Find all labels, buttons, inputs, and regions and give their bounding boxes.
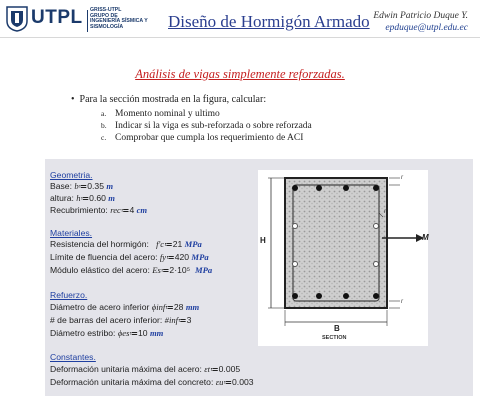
param-label: Recubrimiento: xyxy=(50,205,108,215)
param-label: Módulo elástico del acero: xyxy=(50,265,150,275)
task-text: Comprobar que cumpla los requerimiento de ACI xyxy=(115,133,304,143)
rebar-side xyxy=(374,262,379,267)
param-unit: m xyxy=(106,181,114,191)
rebar-top xyxy=(316,185,322,191)
intro-bullet xyxy=(71,94,266,105)
param-altura: altura: h≔0.60 m xyxy=(50,193,115,203)
param-num-inf: # de barras del acero inferior: #inf≔3 xyxy=(50,315,192,325)
beam-section-figure xyxy=(258,170,428,346)
param-var: rec xyxy=(110,205,121,215)
param-value: 21 xyxy=(172,239,183,249)
param-label: Resistencia del hormigón: xyxy=(50,239,149,249)
param-unit: mm xyxy=(185,302,200,312)
rebar-side xyxy=(293,262,298,267)
param-unit: mm xyxy=(149,328,164,338)
param-recubrimiento: Recubrimiento: rec≔4 cm xyxy=(50,205,148,215)
logo-sub-line: SISMOLOGÍA xyxy=(90,23,124,30)
logo-sub-line: GRISS-UTPL xyxy=(90,7,122,13)
task-text: Momento nominal y ultimo xyxy=(115,109,220,119)
param-var: f'c xyxy=(156,239,165,249)
param-value: 0.003 xyxy=(232,377,254,387)
label-h: H xyxy=(260,236,266,245)
param-eps-u: Deformación unitaria máxima del concreto: εu≔0.003 xyxy=(50,377,254,387)
author-name: Edwin Patricio Duque Y. xyxy=(373,11,468,21)
bullet-icon: • xyxy=(71,94,80,105)
param-var: εt xyxy=(204,364,211,374)
rebar-bottom xyxy=(343,293,349,299)
param-value: 420 xyxy=(174,252,190,262)
cover-label-top: r xyxy=(401,175,403,181)
param-value: 4 xyxy=(129,205,135,215)
param-value: 28 xyxy=(173,302,184,312)
param-unit: MPa xyxy=(191,252,209,262)
header-divider xyxy=(0,37,480,38)
param-var: Es xyxy=(152,265,161,275)
label-m: M xyxy=(422,233,429,242)
logo-subtitle xyxy=(90,8,150,30)
page-title: Análisis de vigas simplemente reforzadas. xyxy=(135,67,345,81)
task-letter: a. xyxy=(101,109,107,118)
param-eps-t: Deformación unitaria máxima del acero: εt≔0.005 xyxy=(50,364,241,374)
param-var: ϕinf xyxy=(151,302,166,312)
param-value: 0.35 xyxy=(87,181,104,191)
param-var: h xyxy=(76,193,81,203)
rebar-bottom xyxy=(316,293,322,299)
param-value: 0.005 xyxy=(218,364,241,374)
param-value: 3 xyxy=(186,315,192,325)
task-item xyxy=(101,109,220,119)
section-caption: SECTION xyxy=(322,335,347,341)
label-b: B xyxy=(334,324,340,333)
task-item xyxy=(101,133,303,143)
section-heading-refuerzo: Refuerzo. xyxy=(50,290,88,300)
rebar-top xyxy=(292,185,298,191)
section-heading-geometria: Geometria. xyxy=(50,170,93,180)
logo-sub-line: INGENIERÍA SÍSMICA Y xyxy=(90,18,148,25)
header-title: Diseño de Hormigón Armado xyxy=(168,12,370,31)
param-value: 2·10⁵ xyxy=(169,265,191,275)
logo-sub-line: GRUPO DE xyxy=(90,12,118,19)
param-var: fy xyxy=(159,252,167,262)
concrete-section xyxy=(285,178,387,308)
param-value: 10 xyxy=(138,328,148,338)
section-heading-constantes: Constantes. xyxy=(50,352,96,362)
param-value: 0.60 xyxy=(89,193,106,203)
param-diam-inf: Diámetro de acero inferior ϕinf≔28 mm xyxy=(50,302,200,312)
rebar-top xyxy=(343,185,349,191)
param-unit: MPa xyxy=(194,265,213,275)
param-base: Base: b≔0.35 m xyxy=(50,181,114,191)
logo-text: UTPL xyxy=(31,7,83,28)
param-unit: MPa xyxy=(184,239,202,249)
task-letter: c. xyxy=(101,133,107,142)
param-label: Diámetro de acero inferior xyxy=(50,302,150,312)
utpl-shield-icon xyxy=(6,6,28,32)
author-email[interactable]: epduque@utpl.edu.ec xyxy=(385,23,468,33)
param-var: #inf xyxy=(164,315,179,325)
param-label: Diámetro estribo: xyxy=(50,328,116,338)
task-item xyxy=(101,121,312,131)
param-label: Deformación unitaria máxima del concreto: xyxy=(50,377,214,387)
rebar-bottom xyxy=(292,293,298,299)
param-fc: Resistencia del hormigón: f'c≔21 MPa xyxy=(50,239,202,249)
utpl-logo xyxy=(6,4,146,36)
param-label: Deformación unitaria máxima del acero: xyxy=(50,364,202,374)
cover-label-side: r xyxy=(384,209,386,215)
param-var: b xyxy=(74,181,79,191)
logo-divider xyxy=(87,10,88,32)
beam-section-drawing xyxy=(258,170,428,346)
param-es: Módulo elástico del acero: Es≔2·10⁵ MPa xyxy=(50,265,213,275)
param-var: ϕes xyxy=(117,328,130,338)
param-unit: m xyxy=(108,193,115,203)
rebar-side xyxy=(293,224,298,229)
param-fy: Límite de fluencia del acero: fy≔420 MPa xyxy=(50,252,209,262)
param-label: Límite de fluencia del acero: xyxy=(50,252,158,262)
param-var: εu xyxy=(215,377,224,387)
param-label: # de barras del acero inferior: xyxy=(50,315,163,325)
rebar-top xyxy=(373,185,379,191)
task-letter: b. xyxy=(101,121,107,130)
param-label: altura: xyxy=(50,193,74,203)
task-text: Indicar si la viga es sub-reforzada o sobre reforzada xyxy=(115,121,312,131)
section-heading-materiales: Materiales. xyxy=(50,228,93,238)
intro-text: Para la sección mostrada en la figura, calcular: xyxy=(79,94,267,105)
param-unit: cm xyxy=(136,205,148,215)
cover-label-bottom: r xyxy=(401,299,403,305)
param-label: Base: xyxy=(50,181,72,191)
param-estribo: Diámetro estribo: ϕes≔10 mm xyxy=(50,328,164,338)
rebar-bottom xyxy=(373,293,379,299)
rebar-side xyxy=(374,224,379,229)
